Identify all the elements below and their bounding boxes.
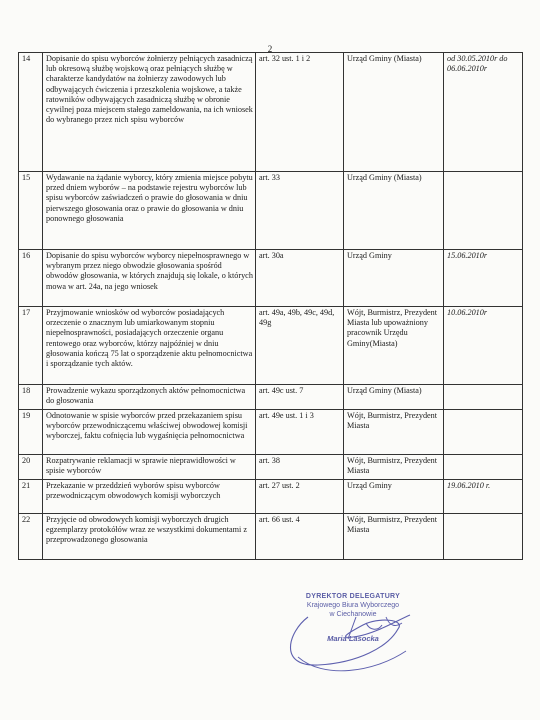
table-row bbox=[19, 455, 523, 480]
table-row bbox=[19, 480, 523, 514]
row-number: 17 bbox=[19, 307, 43, 385]
page-number: 2 bbox=[267, 44, 273, 54]
legal-article: art. 30a bbox=[256, 250, 344, 307]
table-row bbox=[19, 307, 523, 385]
legal-article: art. 49c ust. 7 bbox=[256, 385, 344, 410]
stamp-title: DYREKTOR DELEGATURY bbox=[305, 593, 401, 600]
legal-article: art. 49a, 49b, 49c, 49d, 49g bbox=[256, 307, 344, 385]
row-number: 15 bbox=[19, 172, 43, 250]
deadline: od 30.05.2010r do 06.06.2010r bbox=[444, 53, 523, 172]
stamp-signatory-name: Maria Lasocka bbox=[327, 634, 379, 643]
deadline bbox=[444, 455, 523, 480]
responsible-body: Wójt, Burmistrz, Prezydent Miasta lub upoważniony pracownik Urzędu Gminy(Miasta) bbox=[344, 307, 444, 385]
task-description: Prowadzenie wykazu sporządzonych aktów pełnomocnictwa do głosowania bbox=[43, 385, 256, 410]
row-number: 22 bbox=[19, 514, 43, 560]
row-number: 20 bbox=[19, 455, 43, 480]
deadline bbox=[444, 410, 523, 455]
task-description: Rozpatrywanie reklamacji w sprawie nieprawidłowości w spisie wyborców bbox=[43, 455, 256, 480]
row-number: 18 bbox=[19, 385, 43, 410]
table-row bbox=[19, 53, 523, 172]
deadline: 10.06.2010r bbox=[444, 307, 523, 385]
deadline bbox=[444, 172, 523, 250]
table-row bbox=[19, 410, 523, 455]
responsible-body: Urząd Gminy (Miasta) bbox=[344, 53, 444, 172]
task-description: Wydawanie na żądanie wyborcy, który zmienia miejsce pobytu przed dniem wyborów – na podstawie rejestru wyborców lub spisu wyborców zaświadczeń o prawie do głosowania w dniu pierwszego głosowania oraz o prawie do głosowania w dniu ponownego głosowania bbox=[43, 172, 256, 250]
stamp-location: w Ciechanowie bbox=[329, 611, 377, 618]
responsible-body: Urząd Gminy bbox=[344, 250, 444, 307]
legal-article: art. 32 ust. 1 i 2 bbox=[256, 53, 344, 172]
responsible-body: Urząd Gminy bbox=[344, 480, 444, 514]
table-row bbox=[19, 172, 523, 250]
table-row bbox=[19, 250, 523, 307]
task-description: Przekazanie w przeddzień wyborów spisu wyborców przewodniczącym obwodowych komisji wyborczych bbox=[43, 480, 256, 514]
responsible-body: Wójt, Burmistrz, Prezydent Miasta bbox=[344, 410, 444, 455]
responsible-body: Wójt, Burmistrz, Prezydent Miasta bbox=[344, 514, 444, 560]
row-number: 14 bbox=[19, 53, 43, 172]
schedule-table bbox=[18, 52, 523, 560]
row-number: 21 bbox=[19, 480, 43, 514]
legal-article: art. 49e ust. 1 i 3 bbox=[256, 410, 344, 455]
task-description: Przyjęcie od obwodowych komisji wyborczych drugich egzemplarzy protokółów wraz ze wszystkimi dokumentami z przeprowadzonego głosowania bbox=[43, 514, 256, 560]
official-stamp bbox=[278, 587, 428, 707]
task-description: Przyjmowanie wniosków od wyborców posiadających orzeczenie o znacznym lub umiarkowanym stopniu niepełnosprawności, posiadających orzeczenie organu rentowego oraz wyborców, którzy najpóźniej w dniu głosowania kończą 75 lat o sporządzenie aktu pełnomocnictwa i sporządzanie tych aktów. bbox=[43, 307, 256, 385]
legal-article: art. 33 bbox=[256, 172, 344, 250]
deadline: 15.06.2010r bbox=[444, 250, 523, 307]
legal-article: art. 38 bbox=[256, 455, 344, 480]
responsible-body: Wójt, Burmistrz, Prezydent Miasta bbox=[344, 455, 444, 480]
legal-article: art. 66 ust. 4 bbox=[256, 514, 344, 560]
table-row bbox=[19, 514, 523, 560]
task-description: Dopisanie do spisu wyborców wyborcy niepełnosprawnego w wybranym przez niego obwodzie głosowania spośród obwodów głosowania, w których znajdują się lokale, o których mowa w art. 24a, na jego wniosek bbox=[43, 250, 256, 307]
deadline bbox=[444, 385, 523, 410]
responsible-body: Urząd Gminy (Miasta) bbox=[344, 172, 444, 250]
task-description: Odnotowanie w spisie wyborców przed przekazaniem spisu wyborców przewodniczącemu właściwej obwodowej komisji wyborczej, faktu cofnięcia lub wygaśnięcia pełnomocnictwa bbox=[43, 410, 256, 455]
task-description: Dopisanie do spisu wyborców żołnierzy pełniących zasadniczą lub okresową służbę wojskową oraz pełniących służbę w charakterze kandydatów na żołnierzy zawodowych lub odbywających ćwiczenia i przeszkolenia wojskowe, a także ratowników odbywających zasadniczą służbę w obronie cywilnej poza miejscem stałego zameldowania, na ich wniosek do wybranego przez nich spisu wyborców bbox=[43, 53, 256, 172]
table-row bbox=[19, 385, 523, 410]
stamp-institution: Krajowego Biura Wyborczego bbox=[306, 602, 400, 609]
deadline: 19.06.2010 r. bbox=[444, 480, 523, 514]
responsible-body: Urząd Gminy (Miasta) bbox=[344, 385, 444, 410]
row-number: 19 bbox=[19, 410, 43, 455]
row-number: 16 bbox=[19, 250, 43, 307]
deadline bbox=[444, 514, 523, 560]
legal-article: art. 27 ust. 2 bbox=[256, 480, 344, 514]
